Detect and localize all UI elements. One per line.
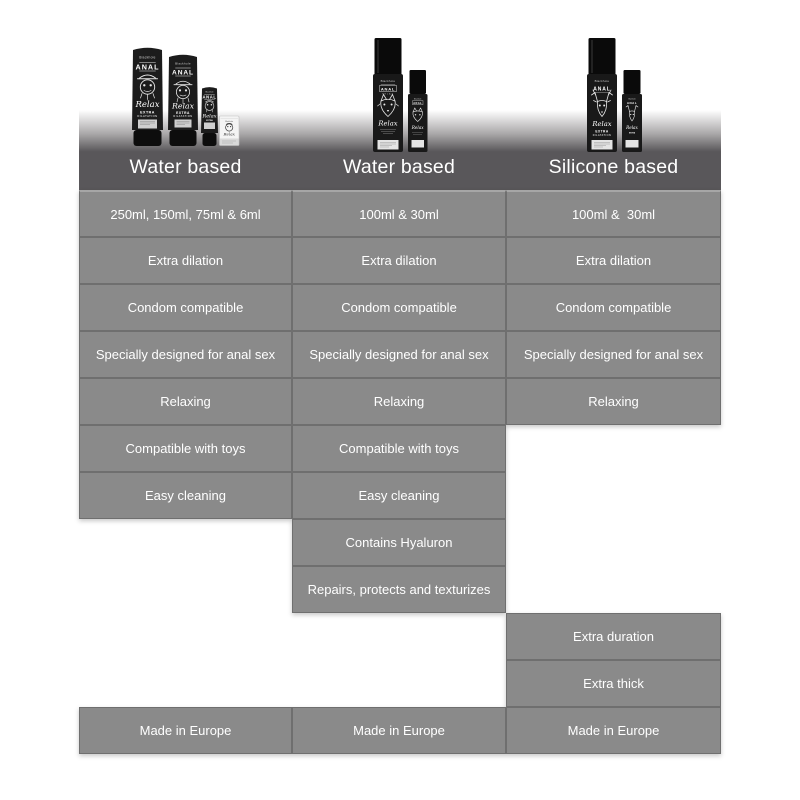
svg-text:DILATATION: DILATATION (137, 115, 158, 119)
feature-cell: Made in Europe (292, 707, 506, 754)
product-group-water-tubes (132, 48, 239, 146)
svg-text:Relax: Relax (626, 125, 638, 130)
svg-text:ANAL: ANAL (135, 62, 160, 72)
svg-text:Relax: Relax (202, 113, 217, 120)
svg-text:EXTRA: EXTRA (206, 120, 213, 122)
feature-cell: Made in Europe (79, 707, 292, 754)
svg-text:EXTRA: EXTRA (140, 110, 155, 115)
feature-cell: Compatible with toys (79, 425, 292, 472)
svg-text:Blackhole: Blackhole (225, 121, 234, 123)
svg-text:Blackhole: Blackhole (628, 98, 636, 101)
feature-cell: Contains Hyaluron (292, 519, 506, 566)
svg-text:Relax: Relax (592, 120, 612, 128)
column-header-water-based-2: Water based (342, 156, 456, 178)
feature-cell: Specially designed for anal sex (292, 331, 506, 378)
svg-text:ANAL: ANAL (380, 86, 396, 92)
svg-text:Blackhole: Blackhole (414, 98, 422, 101)
feature-cell: Specially designed for anal sex (79, 331, 292, 378)
svg-text:Relax: Relax (171, 101, 195, 111)
svg-text:EXTRA: EXTRA (595, 129, 609, 134)
svg-text:RELAX: RELAX (382, 93, 394, 96)
feature-cell: Condom compatible (506, 284, 721, 331)
svg-text:Blackhole: Blackhole (594, 79, 610, 83)
svg-text:Relax: Relax (378, 119, 398, 128)
feature-cell: Specially designed for anal sex (506, 331, 721, 378)
feature-cell: Compatible with toys (292, 425, 506, 472)
svg-text:Relax: Relax (223, 131, 235, 137)
svg-text:DILATATION: DILATATION (592, 134, 612, 137)
feature-cell: 100ml & 30ml (292, 190, 506, 237)
feature-cell: Relaxing (506, 378, 721, 425)
product-group-water-bottles (373, 38, 428, 152)
feature-table (79, 190, 721, 754)
feature-cell: Easy cleaning (79, 472, 292, 519)
feature-cell: Extra dilation (79, 237, 292, 284)
svg-text:ANAL: ANAL (626, 101, 638, 105)
svg-text:ANAL: ANAL (172, 69, 194, 77)
svg-text:EXTRA: EXTRA (628, 132, 636, 135)
svg-text:Blackhole: Blackhole (175, 61, 191, 66)
feature-cell: Repairs, protects and texturizes (292, 566, 506, 613)
feature-cell: Extra dilation (506, 237, 721, 284)
feature-cell: 100ml & 30ml (506, 190, 721, 237)
feature-cell: Relaxing (79, 378, 292, 425)
column-header-silicone-based: Silicone based (548, 156, 679, 178)
feature-cell: Condom compatible (292, 284, 506, 331)
feature-cell: Extra thick (506, 660, 721, 707)
feature-cell: Extra dilation (292, 237, 506, 284)
feature-cell: Made in Europe (506, 707, 721, 754)
column-header-water-based-1: Water based (129, 156, 242, 178)
svg-text:Relax: Relax (135, 100, 160, 110)
sachet (220, 116, 240, 146)
feature-cell: Relaxing (292, 378, 506, 425)
svg-text:ANAL: ANAL (413, 102, 423, 105)
svg-text:Blackhole: Blackhole (139, 55, 156, 60)
feature-cell: Easy cleaning (292, 472, 506, 519)
svg-text:DILATATION: DILATATION (173, 115, 193, 119)
feature-cell: Condom compatible (79, 284, 292, 331)
svg-text:Blackhole: Blackhole (380, 79, 396, 83)
svg-text:Blackhole: Blackhole (205, 91, 214, 94)
svg-text:Relax: Relax (411, 125, 424, 130)
svg-text:ANAL: ANAL (202, 94, 217, 100)
svg-text:EXTRA: EXTRA (176, 111, 190, 115)
feature-cell: 250ml, 150ml, 75ml & 6ml (79, 190, 292, 237)
feature-cell: Extra duration (506, 613, 721, 660)
product-group-silicone-bottles (587, 38, 642, 152)
svg-text:ANAL: ANAL (593, 86, 611, 93)
